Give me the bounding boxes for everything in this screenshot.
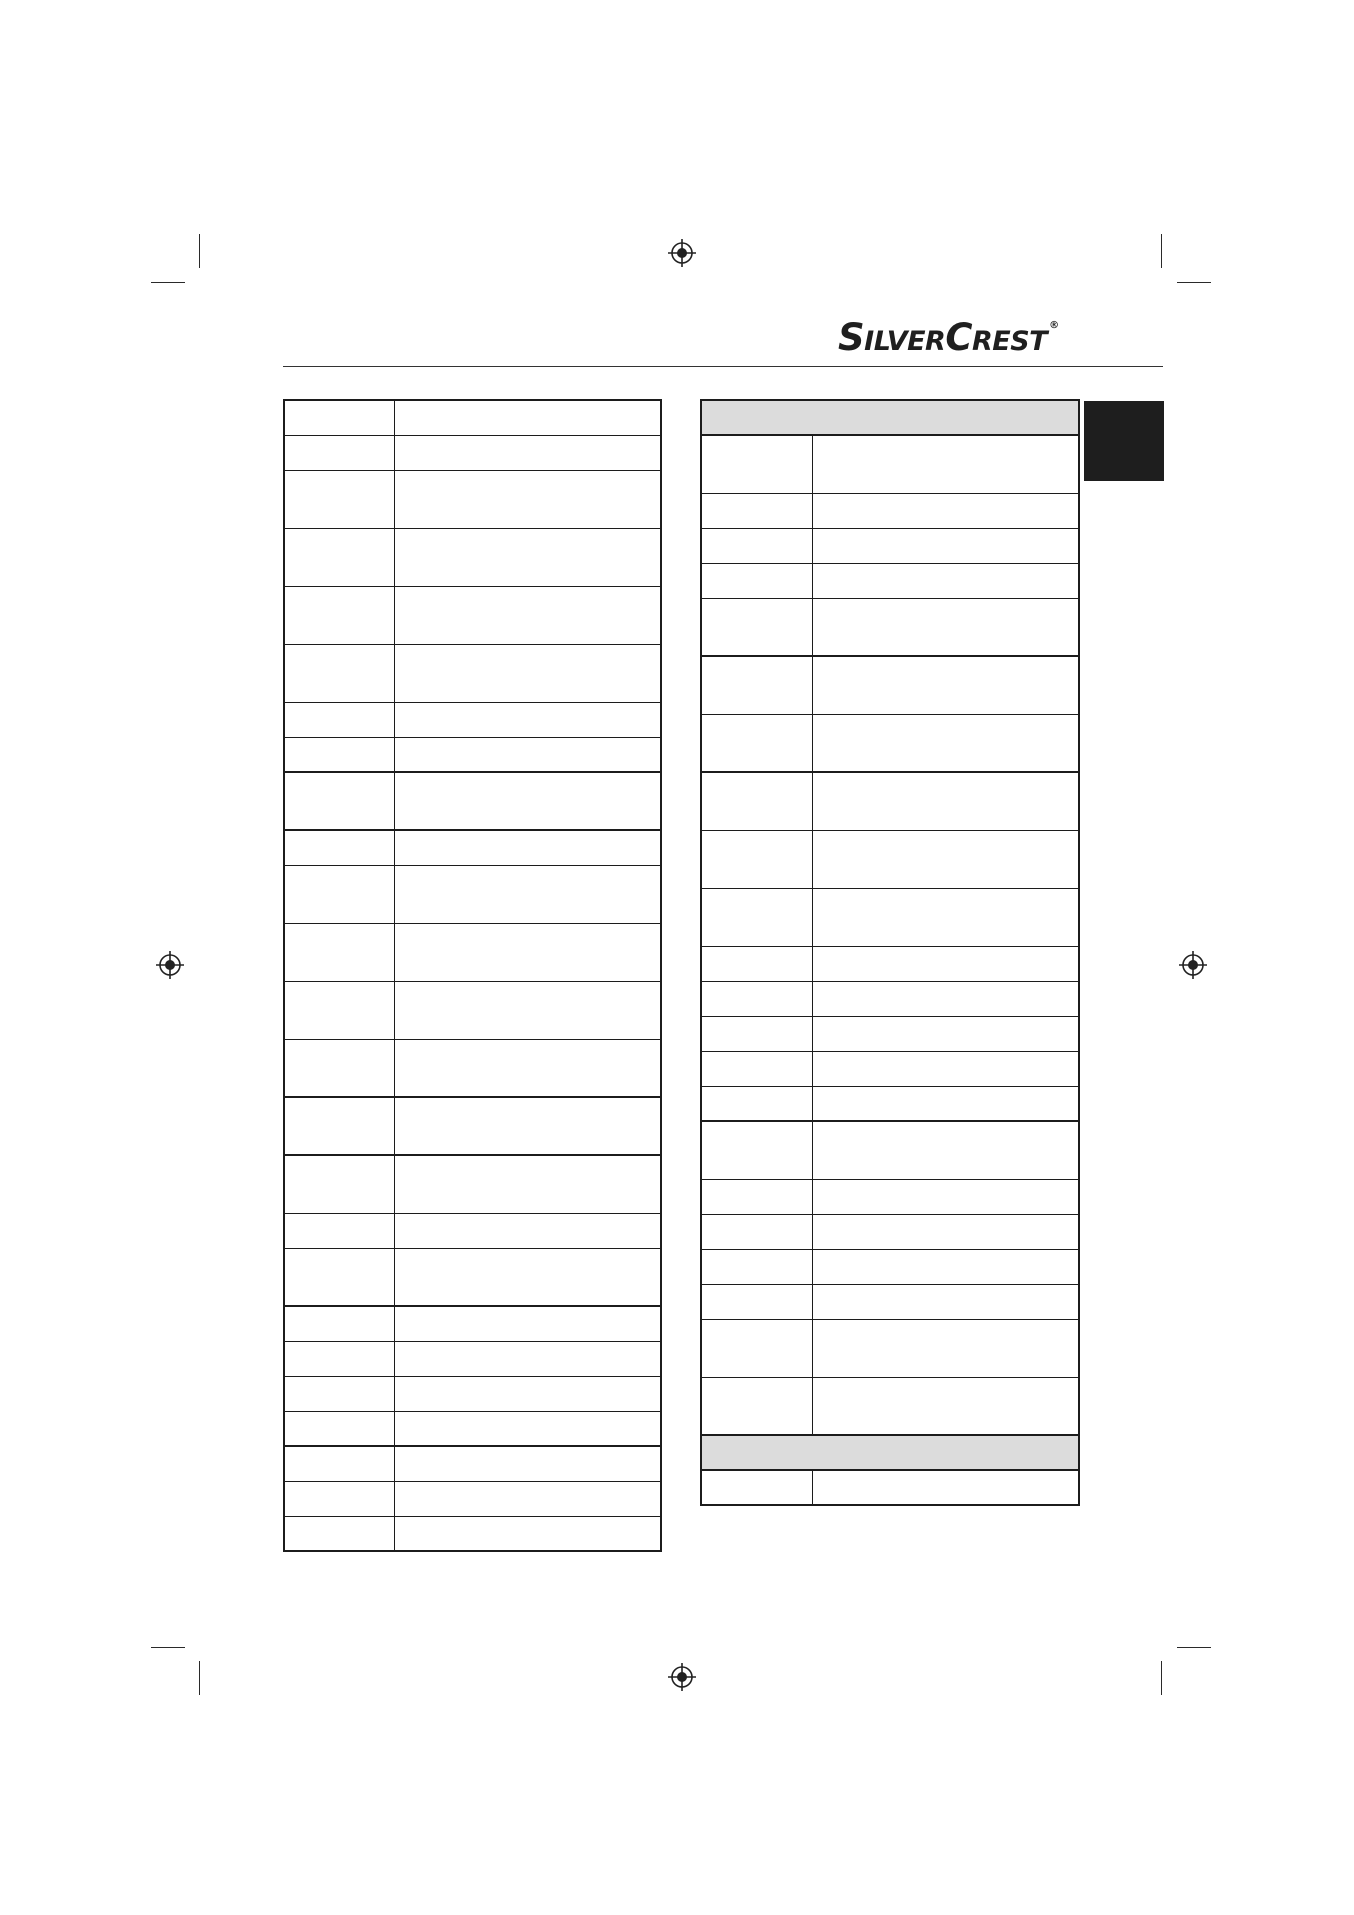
table-row	[701, 493, 1079, 528]
registered-mark: ®	[1049, 320, 1059, 331]
crop-mark-bottom-right-horizontal	[1177, 1647, 1211, 1648]
value-cell	[394, 528, 661, 586]
table-row	[284, 923, 661, 981]
key-cell	[701, 1470, 812, 1505]
key-cell	[701, 1051, 812, 1086]
value-cell	[394, 1446, 661, 1481]
key-cell	[701, 435, 812, 493]
table-row	[701, 888, 1079, 946]
table-row	[284, 981, 661, 1039]
crop-mark-top-right-horizontal	[1177, 282, 1211, 283]
key-cell	[701, 1121, 812, 1179]
table-row	[284, 1341, 661, 1376]
value-cell	[394, 586, 661, 644]
table-row	[284, 1376, 661, 1411]
key-cell	[701, 1179, 812, 1214]
crop-mark-bottom-right-vertical	[1161, 1661, 1162, 1695]
table-row	[284, 1213, 661, 1248]
registration-mark-icon	[1178, 950, 1208, 980]
value-cell	[394, 1155, 661, 1213]
table-row	[701, 435, 1079, 493]
crop-mark-top-left-horizontal	[151, 282, 185, 283]
registration-mark-icon	[667, 1662, 697, 1692]
table-section-header	[701, 1435, 1079, 1470]
key-cell	[284, 470, 394, 528]
left-table	[283, 399, 662, 1552]
key-cell	[701, 946, 812, 981]
value-cell	[812, 1214, 1079, 1249]
value-cell	[812, 493, 1079, 528]
value-cell	[812, 435, 1079, 493]
value-cell	[394, 1341, 661, 1376]
brand-logo: SILVERCREST®	[838, 316, 1059, 359]
value-cell	[812, 563, 1079, 598]
value-cell	[394, 1411, 661, 1446]
key-cell	[284, 830, 394, 865]
table-row	[284, 1481, 661, 1516]
table-row	[701, 1086, 1079, 1121]
key-cell	[284, 702, 394, 737]
table-row	[284, 865, 661, 923]
value-cell	[394, 644, 661, 702]
key-cell	[284, 1481, 394, 1516]
value-cell	[812, 888, 1079, 946]
value-cell	[394, 865, 661, 923]
key-cell	[284, 1097, 394, 1155]
table-row	[701, 981, 1079, 1016]
key-cell	[284, 1376, 394, 1411]
key-cell	[284, 865, 394, 923]
table-row	[701, 1121, 1079, 1179]
key-cell	[701, 1319, 812, 1377]
crop-mark-bottom-left-horizontal	[151, 1647, 185, 1648]
value-cell	[394, 981, 661, 1039]
table-row	[701, 1214, 1079, 1249]
key-cell	[284, 772, 394, 830]
value-cell	[812, 1377, 1079, 1435]
table-row	[701, 598, 1079, 656]
key-cell	[284, 1446, 394, 1481]
table-row	[701, 528, 1079, 563]
key-cell	[701, 830, 812, 888]
table-row	[701, 772, 1079, 830]
table-row	[701, 1051, 1079, 1086]
key-cell	[701, 1249, 812, 1284]
value-cell	[812, 528, 1079, 563]
key-cell	[701, 1016, 812, 1051]
value-cell	[394, 772, 661, 830]
value-cell	[812, 1086, 1079, 1121]
crop-mark-top-left-vertical	[199, 234, 200, 268]
key-cell	[701, 888, 812, 946]
value-cell	[394, 1376, 661, 1411]
table-row	[284, 737, 661, 772]
key-cell	[701, 981, 812, 1016]
key-cell	[284, 586, 394, 644]
value-cell	[812, 981, 1079, 1016]
value-cell	[812, 1284, 1079, 1319]
crop-mark-top-right-vertical	[1161, 234, 1162, 268]
key-cell	[284, 1306, 394, 1341]
table-row	[284, 830, 661, 865]
key-cell	[284, 923, 394, 981]
key-cell	[284, 1213, 394, 1248]
table-row	[284, 586, 661, 644]
table-row	[284, 400, 661, 435]
key-cell	[701, 772, 812, 830]
value-cell	[394, 435, 661, 470]
table-row	[284, 1446, 661, 1481]
value-cell	[394, 1213, 661, 1248]
right-table	[700, 399, 1080, 1506]
key-cell	[701, 1284, 812, 1319]
table-row	[284, 1516, 661, 1551]
value-cell	[394, 1248, 661, 1306]
value-cell	[394, 830, 661, 865]
key-cell	[284, 528, 394, 586]
value-cell	[812, 1249, 1079, 1284]
key-cell	[284, 1341, 394, 1376]
value-cell	[394, 470, 661, 528]
value-cell	[812, 772, 1079, 830]
value-cell	[394, 1306, 661, 1341]
table-row	[284, 1155, 661, 1213]
key-cell	[701, 1086, 812, 1121]
table-row	[701, 1319, 1079, 1377]
key-cell	[701, 656, 812, 714]
language-tab	[1084, 401, 1164, 481]
value-cell	[394, 702, 661, 737]
table-row	[284, 772, 661, 830]
value-cell	[812, 598, 1079, 656]
key-cell	[284, 400, 394, 435]
key-cell	[701, 528, 812, 563]
value-cell	[394, 737, 661, 772]
key-cell	[284, 1155, 394, 1213]
crop-mark-bottom-left-vertical	[199, 1661, 200, 1695]
value-cell	[812, 1051, 1079, 1086]
value-cell	[394, 1516, 661, 1551]
key-cell	[284, 644, 394, 702]
table-row	[284, 470, 661, 528]
value-cell	[812, 1016, 1079, 1051]
key-cell	[701, 493, 812, 528]
section-header-cell	[701, 1435, 1079, 1470]
table-row	[284, 702, 661, 737]
table-row	[701, 830, 1079, 888]
table-row	[701, 656, 1079, 714]
table-row	[701, 1377, 1079, 1435]
value-cell	[812, 656, 1079, 714]
table-row	[284, 1306, 661, 1341]
value-cell	[812, 946, 1079, 981]
table-row	[284, 1411, 661, 1446]
table-row	[284, 435, 661, 470]
table-row	[701, 563, 1079, 598]
key-cell	[284, 1411, 394, 1446]
value-cell	[812, 1470, 1079, 1505]
key-cell	[284, 1248, 394, 1306]
table-row	[701, 1284, 1079, 1319]
key-cell	[284, 981, 394, 1039]
key-cell	[701, 1214, 812, 1249]
value-cell	[394, 1039, 661, 1097]
table-row	[284, 644, 661, 702]
table-row	[284, 1248, 661, 1306]
registration-mark-icon	[155, 950, 185, 980]
key-cell	[701, 714, 812, 772]
table-row	[284, 528, 661, 586]
value-cell	[812, 714, 1079, 772]
value-cell	[812, 1179, 1079, 1214]
value-cell	[394, 923, 661, 981]
section-header-cell	[701, 400, 1079, 435]
value-cell	[394, 1481, 661, 1516]
table-row	[701, 714, 1079, 772]
table-row	[701, 1249, 1079, 1284]
value-cell	[812, 1319, 1079, 1377]
value-cell	[812, 830, 1079, 888]
table-section-header	[701, 400, 1079, 435]
key-cell	[701, 563, 812, 598]
value-cell	[812, 1121, 1079, 1179]
value-cell	[394, 400, 661, 435]
table-row	[701, 1470, 1079, 1505]
table-row	[701, 1016, 1079, 1051]
key-cell	[284, 1516, 394, 1551]
table-row	[284, 1097, 661, 1155]
key-cell	[701, 598, 812, 656]
registration-mark-icon	[667, 238, 697, 268]
key-cell	[701, 1377, 812, 1435]
table-row	[701, 946, 1079, 981]
key-cell	[284, 435, 394, 470]
table-row	[701, 1179, 1079, 1214]
header-rule	[283, 366, 1163, 367]
key-cell	[284, 737, 394, 772]
key-cell	[284, 1039, 394, 1097]
value-cell	[394, 1097, 661, 1155]
table-row	[284, 1039, 661, 1097]
